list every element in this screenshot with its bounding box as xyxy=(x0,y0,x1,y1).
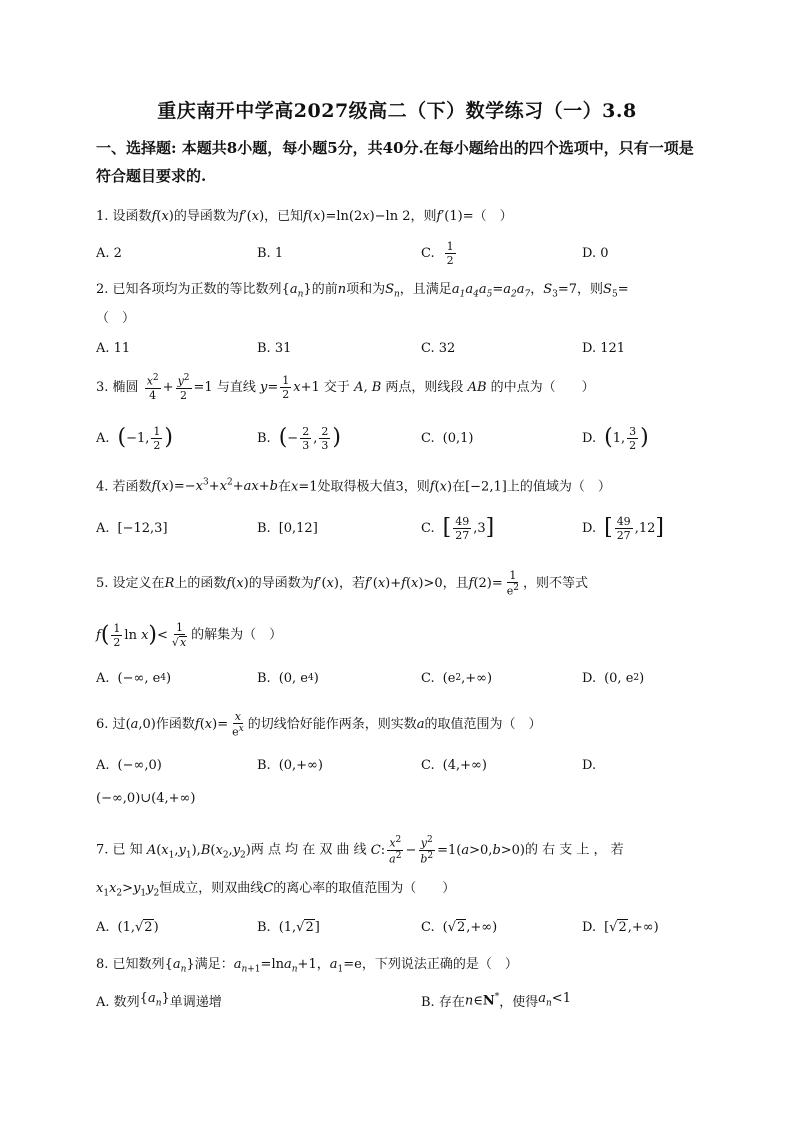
option-c: C. [ $\frac{49}{27}$ ,3 ] xyxy=(421,514,495,542)
option-a: A. 数列 $\{a_n\}$ 单调递增 xyxy=(96,991,222,1010)
option-c: C. $\frac{1}{2}$ xyxy=(421,239,454,267)
question-1-options xyxy=(96,233,716,273)
question-8: 8. 已知数列$\{a_n\}$满足：$a_{n+1}=\ln a_n+1$，$a_1=e$，下列说法正确的是（ ） xyxy=(96,957,518,975)
option-b: B. ( − $\frac{2}{3}$ , $\frac{2}{3}$ ) xyxy=(257,424,341,452)
option-d: D. (0, e 2 ) xyxy=(582,670,645,686)
question-7-options xyxy=(96,907,716,947)
question-6-option-d-value: (−∞,0)∪(4,+∞) xyxy=(96,791,196,806)
option-a: A. 2 xyxy=(96,245,122,261)
option-d: D. xyxy=(582,757,597,773)
option-c: C. 32 xyxy=(421,340,456,356)
question-2-line2: （ ） xyxy=(96,311,136,326)
question-3-options xyxy=(96,418,716,458)
option-c: C. (√ 2 ,+∞) xyxy=(421,919,498,935)
question-4-options xyxy=(96,508,716,548)
question-5: 5. 设定义在R上的函数f(x)的导函数为f′(x)，若f′(x)+f(x)>0，且f(2)= $\frac{1}{e^2}$ ，则不等式 xyxy=(96,569,589,598)
question-2: 2. 已知各项均为正数的等比数列$\{a_n\}$的前n项和为$S_n$，且满足$a_1a_4a_5=a_2a_7$，$S_3=7$，则$S_5=$ xyxy=(96,282,629,300)
question-4: 4. 若函数$f(x)=-x^3+x^2+ax+b$在x=1处取得极大值3，则f(x)在[−2,1]上的值域为（ ） xyxy=(96,478,611,495)
question-5-line2: f( $\frac{1}{2}$ ln x)< $\frac{1}{√x}$ 的解集为（ ） xyxy=(96,621,283,649)
question-2-options xyxy=(96,328,716,368)
question-5-options xyxy=(96,658,716,698)
question-6: 6. 过(a,0)作函数f(x)= $\frac{x}{e^x}$ 的切线恰好能作两条，则实数a的取值范围为（ ） xyxy=(96,710,542,739)
question-3: 3. 椭圆 $\frac{x^2}{4}$ + $\frac{y^2}{2}$ =1 与直线 y= $\frac{1}{2}$ x+1 交于 A, B 两点，则线段 AB 的中点为（ ） xyxy=(96,373,595,402)
option-a: A. ( −1, $\frac{1}{2}$ ) xyxy=(96,424,174,452)
option-a: A. (1,√ 2 ) xyxy=(96,919,159,935)
option-c: C. (e 2 ,+∞) xyxy=(421,670,493,686)
page-title: 重庆南开中学高2027级高二（下）数学练习（一）3.8 xyxy=(157,100,637,122)
option-d: D. ( 1, $\frac{3}{2}$ ) xyxy=(582,424,649,452)
option-b: B. 存在 n∈N* ，使得 $a_n<1$ xyxy=(421,991,571,1010)
option-a: A. 11 xyxy=(96,340,131,356)
option-d: D. 0 xyxy=(582,245,609,261)
question-8-options xyxy=(96,980,716,1020)
question-6-options xyxy=(96,745,716,785)
option-b: B. (1,√ 2 ] xyxy=(257,919,320,935)
option-b: B. (0, e 4 ) xyxy=(257,670,319,686)
question-7: 7. 已 知 $A(x_1,y_1),B(x_2,y_2)$两 点 均 在 双 曲 线 C: $\frac{x^2}{a^2}$ − $\frac{y^2}{b^2}$ =1(a>0,b>0)的 右 支 上 ， 若 xyxy=(96,835,624,866)
option-c: C. (0,1) xyxy=(421,430,474,446)
option-a: A. (−∞, e 4 ) xyxy=(96,670,172,686)
option-d: D. 121 xyxy=(582,340,626,356)
option-a: A. [−12,3] xyxy=(96,520,168,536)
question-7-line2: $x_1x_2>y_1y_2$恒成立，则双曲线C的离心率的取值范围为（ ） xyxy=(96,881,456,899)
option-b: B. (0,+∞) xyxy=(257,757,323,773)
question-1: 1. 设函数f(x)的导函数为f′(x)，已知f(x)=ln(2x)−ln 2，则f′(1)=（ ） xyxy=(96,209,513,224)
option-a: A. (−∞,0) xyxy=(96,757,162,773)
option-b: B. [0,12] xyxy=(257,520,318,536)
option-d: D. [√ 2 ,+∞) xyxy=(582,919,659,935)
option-c: C. (4,+∞) xyxy=(421,757,487,773)
option-d: D. [ $\frac{49}{27}$ ,12 ] xyxy=(582,514,664,542)
section-heading: 一、选择题: 本题共8小题，每小题5分，共40分.在每小题给出的四个选项中，只有一项是符合题目要求的. xyxy=(96,139,694,185)
option-b: B. 31 xyxy=(257,340,292,356)
option-b: B. 1 xyxy=(257,245,284,261)
